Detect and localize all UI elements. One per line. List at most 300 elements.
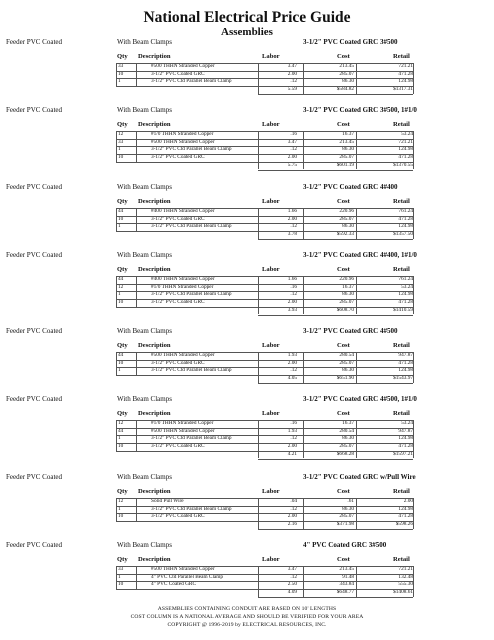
retail-cell: 124.98 [398, 367, 413, 374]
labor-cell: 1.66 [287, 276, 297, 282]
description-cell: 3-1/2" PVC Coated GRC [151, 443, 205, 450]
description-header: Description [138, 198, 171, 205]
cost-total: $601.19 [336, 161, 354, 168]
description-cell: #1/0 THHN Stranded Copper [151, 283, 214, 290]
assembly-name: 3-1/2" PVC Coated GRC 4#400 [303, 183, 398, 191]
row-divider [116, 513, 413, 514]
column-divider [413, 63, 414, 86]
retail-header: Retail [393, 342, 410, 349]
retail-total: $1317.31 [393, 86, 413, 93]
description-header: Description [138, 410, 171, 417]
column-divider [116, 208, 117, 231]
labor-cell: .12 [290, 78, 297, 85]
labor-total: 4.09 [287, 589, 297, 596]
row-divider [116, 498, 413, 499]
cost-header: Cost [337, 266, 350, 273]
labor-cell: .16 [290, 283, 297, 290]
column-divider [136, 276, 137, 307]
table-row [0, 506, 494, 514]
total-column-divider [413, 375, 414, 383]
line-items-table [0, 276, 494, 314]
total-column-divider [303, 521, 304, 529]
retail-cell: 124.98 [398, 146, 413, 153]
retail-header: Retail [393, 53, 410, 60]
description-cell: #500 THHN Stranded Copper [151, 63, 215, 69]
column-divider [136, 131, 137, 162]
labor-header: Labor [262, 342, 280, 349]
retail-cell: 53.24 [401, 420, 413, 426]
retail-total: $1370.55 [393, 161, 413, 168]
table-row [0, 435, 494, 443]
column-divider [258, 566, 259, 589]
cost-total: $584.82 [336, 86, 354, 93]
qty-cell: 33 [118, 63, 124, 69]
labor-cell: 3.47 [287, 138, 297, 145]
column-divider [136, 498, 137, 521]
total-column-divider [356, 231, 357, 239]
total-divider [258, 170, 413, 171]
retail-cell: 2.00 [403, 498, 413, 504]
total-column-divider [413, 231, 414, 239]
description-cell: #500 THHN Stranded Copper [151, 138, 215, 145]
row-divider [116, 589, 413, 590]
labor-cell: .12 [290, 291, 297, 298]
column-divider [258, 420, 259, 451]
description-cell: #500 THHN Stranded Copper [151, 352, 215, 358]
labor-cell: 2.00 [287, 215, 297, 222]
column-headers [0, 410, 494, 419]
description-cell: 3-1/2" PVC Coated GRC [151, 299, 205, 306]
total-column-divider [258, 521, 259, 529]
labor-cell: .12 [290, 146, 297, 153]
cost-cell: 220.96 [339, 276, 354, 282]
retail-cell: 947.87 [398, 427, 413, 434]
retail-total: $598.26 [395, 521, 413, 528]
qty-cell: 1 [118, 78, 121, 85]
table-row [0, 146, 494, 154]
total-column-divider [303, 86, 304, 94]
column-divider [413, 131, 414, 162]
assembly-type: Feeder PVC Coated [6, 38, 62, 46]
total-column-divider [356, 162, 357, 170]
qty-cell: 44 [118, 276, 124, 282]
labor-cell: .04 [290, 498, 297, 504]
line-items-table [0, 420, 494, 458]
qty-cell: 10 [118, 513, 124, 520]
row-divider [116, 146, 413, 147]
qty-header: Qty [117, 488, 128, 495]
row-divider [116, 162, 413, 163]
retail-header: Retail [393, 488, 410, 495]
labor-cell: 2.00 [287, 70, 297, 77]
column-divider [136, 352, 137, 375]
qty-cell: 12 [118, 131, 124, 137]
column-divider [413, 420, 414, 451]
assembly-subtype: With Beam Clamps [117, 473, 172, 481]
qty-header: Qty [117, 53, 128, 60]
labor-header: Labor [262, 410, 280, 417]
table-row [0, 360, 494, 368]
description-cell: #1/0 THHN Stranded Copper [151, 131, 214, 137]
table-row [0, 420, 494, 428]
footer-line: ASSEMBLIES CONTAINING CONDUIT ARE BASED ON 10' LENGTHS [157, 606, 337, 612]
labor-total: 3.78 [287, 231, 297, 238]
row-divider [116, 367, 413, 368]
cost-header: Cost [337, 342, 350, 349]
footer-line: COST COLUMN IS A NATIONAL AVERAGE AND SHOULD BE VERIFIED FOR YOUR AREA [130, 614, 364, 620]
column-divider [116, 63, 117, 86]
description-cell: 3-1/2" PVC Ctd Parallel Beam Clamp [151, 505, 232, 512]
description-cell: #500 THHN Stranded Copper [151, 566, 215, 572]
retail-cell: 124.98 [398, 78, 413, 85]
total-divider [258, 597, 413, 598]
retail-cell: 555.30 [398, 581, 413, 588]
section-header [0, 473, 494, 483]
assembly-name: 3-1/2" PVC Coated GRC 3#500 [303, 38, 398, 46]
retail-cell: 471.28 [398, 443, 413, 450]
cost-cell: 16.37 [342, 420, 354, 426]
table-row [0, 443, 494, 451]
total-column-divider [258, 162, 259, 170]
row-divider [116, 299, 413, 300]
row-divider [116, 435, 413, 436]
assembly-name: 3-1/2" PVC Coated GRC 4#500, 1#1/0 [303, 395, 417, 403]
column-divider [303, 498, 304, 521]
total-column-divider [356, 451, 357, 459]
description-header: Description [138, 488, 171, 495]
labor-cell: 1.93 [287, 427, 297, 434]
cost-cell: 285.07 [339, 513, 354, 520]
cost-header: Cost [337, 198, 350, 205]
labor-cell: .16 [290, 420, 297, 426]
column-divider [258, 208, 259, 231]
row-divider [116, 506, 413, 507]
column-divider [303, 566, 304, 589]
retail-cell: 124.98 [398, 435, 413, 442]
total-column-divider [413, 589, 414, 597]
column-divider [356, 131, 357, 162]
qty-cell: 10 [118, 299, 124, 306]
table-row [0, 131, 494, 139]
cost-total: $371.98 [336, 521, 354, 528]
column-divider [356, 420, 357, 451]
column-divider [413, 208, 414, 231]
total-column-divider [303, 307, 304, 315]
column-divider [116, 498, 117, 521]
labor-total: 5.59 [287, 86, 297, 93]
labor-total: 2.16 [287, 521, 297, 528]
labor-cell: 3.47 [287, 63, 297, 69]
retail-total: $1410.59 [393, 306, 413, 313]
qty-cell: 1 [118, 367, 121, 374]
cost-total: $651.90 [336, 375, 354, 382]
assembly-subtype: With Beam Clamps [117, 541, 172, 549]
table-row [0, 352, 494, 360]
assembly-type: Feeder PVC Coated [6, 473, 62, 481]
total-column-divider [356, 375, 357, 383]
labor-header: Labor [262, 266, 280, 273]
row-divider [116, 208, 413, 209]
column-headers [0, 53, 494, 62]
total-row [0, 375, 494, 383]
section-header [0, 251, 494, 261]
qty-cell: 12 [118, 283, 124, 290]
labor-cell: 1.66 [287, 208, 297, 214]
total-column-divider [258, 307, 259, 315]
row-divider [116, 420, 413, 421]
assembly-subtype: With Beam Clamps [117, 327, 172, 335]
total-row [0, 521, 494, 529]
row-divider [116, 360, 413, 361]
retail-cell: 761.24 [398, 208, 413, 214]
section-header [0, 106, 494, 116]
retail-cell: 471.28 [398, 70, 413, 77]
column-divider [356, 276, 357, 307]
cost-total: $668.28 [336, 450, 354, 457]
row-divider [116, 131, 413, 132]
column-divider [116, 352, 117, 375]
labor-header: Labor [262, 121, 280, 128]
cost-cell: 285.07 [339, 443, 354, 450]
column-divider [136, 208, 137, 231]
description-cell: 3-1/2" PVC Ctd Parallel Beam Clamp [151, 291, 232, 298]
qty-cell: 33 [118, 566, 124, 572]
qty-cell: 10 [118, 70, 124, 77]
assembly-subtype: With Beam Clamps [117, 395, 172, 403]
retail-cell: 471.28 [398, 513, 413, 520]
total-column-divider [356, 307, 357, 315]
cost-header: Cost [337, 121, 350, 128]
description-cell: Solid Pull Wire [151, 498, 184, 504]
total-column-divider [258, 451, 259, 459]
labor-cell: 2.00 [287, 513, 297, 520]
labor-cell: .12 [290, 367, 297, 374]
column-divider [356, 566, 357, 589]
retail-cell: 124.98 [398, 291, 413, 298]
table-row [0, 276, 494, 284]
section-header [0, 183, 494, 193]
row-divider [116, 443, 413, 444]
retail-header: Retail [393, 121, 410, 128]
retail-header: Retail [393, 556, 410, 563]
cost-cell: 86.30 [342, 505, 354, 512]
description-header: Description [138, 53, 171, 60]
table-row [0, 284, 494, 292]
row-divider [116, 566, 413, 567]
total-column-divider [413, 86, 414, 94]
cost-cell: 285.07 [339, 359, 354, 366]
total-column-divider [356, 86, 357, 94]
assembly-type: Feeder PVC Coated [6, 327, 62, 335]
retail-header: Retail [393, 266, 410, 273]
row-divider [116, 154, 413, 155]
section-header [0, 395, 494, 405]
qty-cell: 44 [118, 352, 124, 358]
page-subtitle: Assemblies [221, 26, 273, 38]
qty-header: Qty [117, 556, 128, 563]
row-divider [116, 63, 413, 64]
total-column-divider [303, 375, 304, 383]
description-cell: 3-1/2" PVC Coated GRC [151, 70, 205, 77]
total-divider [258, 459, 413, 460]
total-row [0, 589, 494, 597]
cost-cell: .61 [347, 498, 354, 504]
qty-cell: 44 [118, 208, 124, 214]
column-headers [0, 121, 494, 130]
row-divider [116, 581, 413, 582]
qty-cell: 1 [118, 146, 121, 153]
labor-cell: .12 [290, 435, 297, 442]
row-divider [116, 451, 413, 452]
qty-header: Qty [117, 266, 128, 273]
column-divider [258, 498, 259, 521]
qty-cell: 1 [118, 223, 121, 230]
row-divider [116, 521, 413, 522]
retail-cell: 471.28 [398, 299, 413, 306]
total-column-divider [356, 589, 357, 597]
cost-cell: 213.45 [339, 566, 354, 572]
qty-cell: 10 [118, 154, 124, 161]
row-divider [116, 574, 413, 575]
table-row [0, 428, 494, 436]
assembly-name: 3-1/2" PVC Coated GRC w/Pull Wire [303, 473, 416, 481]
column-divider [303, 208, 304, 231]
row-divider [116, 276, 413, 277]
cost-cell: 16.37 [342, 283, 354, 290]
page-title: National Electrical Price Guide [143, 9, 351, 26]
total-divider [258, 383, 413, 384]
description-cell: 3-1/2" PVC Coated GRC [151, 215, 205, 222]
column-divider [116, 566, 117, 589]
column-divider [413, 352, 414, 375]
column-headers [0, 266, 494, 275]
labor-cell: 2.00 [287, 443, 297, 450]
assembly-subtype: With Beam Clamps [117, 106, 172, 114]
cost-total: $608.70 [336, 306, 354, 313]
retail-header: Retail [393, 410, 410, 417]
cost-header: Cost [337, 488, 350, 495]
description-cell: 4" PVC Ctd Parallel Beam Clamp [151, 573, 224, 580]
qty-cell: 44 [118, 427, 124, 434]
column-divider [356, 352, 357, 375]
column-divider [303, 131, 304, 162]
retail-cell: 761.24 [398, 276, 413, 282]
description-cell: 3-1/2" PVC Ctd Parallel Beam Clamp [151, 435, 232, 442]
assembly-type: Feeder PVC Coated [6, 251, 62, 259]
cost-cell: 285.07 [339, 215, 354, 222]
column-headers [0, 198, 494, 207]
total-column-divider [303, 589, 304, 597]
qty-cell: 10 [118, 359, 124, 366]
description-cell: 3-1/2" PVC Coated GRC [151, 359, 205, 366]
labor-cell: 1.93 [287, 352, 297, 358]
total-column-divider [258, 589, 259, 597]
description-header: Description [138, 342, 171, 349]
column-divider [116, 420, 117, 451]
cost-cell: 86.30 [342, 291, 354, 298]
labor-header: Labor [262, 53, 280, 60]
section-header [0, 327, 494, 337]
assembly-subtype: With Beam Clamps [117, 251, 172, 259]
retail-cell: 947.87 [398, 352, 413, 358]
cost-cell: 280.54 [339, 427, 354, 434]
cost-cell: 285.07 [339, 299, 354, 306]
labor-cell: 2.50 [287, 581, 297, 588]
qty-header: Qty [117, 410, 128, 417]
total-divider [258, 529, 413, 530]
column-divider [136, 566, 137, 589]
cost-cell: 16.37 [342, 131, 354, 137]
table-row [0, 498, 494, 506]
row-divider [116, 86, 413, 87]
description-header: Description [138, 556, 171, 563]
table-row [0, 574, 494, 582]
retail-header: Retail [393, 198, 410, 205]
retail-total: $1543.97 [393, 375, 413, 382]
cost-cell: 91.48 [342, 573, 354, 580]
qty-cell: 1 [118, 435, 121, 442]
qty-cell: 10 [118, 443, 124, 450]
total-column-divider [413, 307, 414, 315]
column-headers [0, 488, 494, 497]
row-divider [116, 375, 413, 376]
labor-cell: .12 [290, 573, 297, 580]
labor-total: 3.93 [287, 306, 297, 313]
assembly-name: 4" PVC Coated GRC 3#500 [303, 541, 387, 549]
table-row [0, 139, 494, 147]
column-divider [413, 566, 414, 589]
total-row [0, 86, 494, 94]
table-row [0, 566, 494, 574]
total-row [0, 307, 494, 315]
column-headers [0, 342, 494, 351]
retail-cell: 132.48 [398, 573, 413, 580]
total-row [0, 162, 494, 170]
column-divider [356, 498, 357, 521]
column-divider [356, 208, 357, 231]
labor-header: Labor [262, 556, 280, 563]
line-items-table [0, 131, 494, 169]
total-column-divider [303, 451, 304, 459]
labor-total: 4.05 [287, 375, 297, 382]
description-cell: 3-1/2" PVC Ctd Parallel Beam Clamp [151, 78, 232, 85]
column-divider [303, 276, 304, 307]
description-cell: #1/0 THHN Stranded Copper [151, 420, 214, 426]
table-row [0, 63, 494, 71]
assembly-name: 3-1/2" PVC Coated GRC 4#500 [303, 327, 398, 335]
assembly-name: 3-1/2" PVC Coated GRC 3#500, 1#1/0 [303, 106, 417, 114]
column-divider [413, 276, 414, 307]
description-header: Description [138, 266, 171, 273]
row-divider [116, 284, 413, 285]
table-row [0, 513, 494, 521]
table-row [0, 71, 494, 79]
description-cell: 3-1/2" PVC Ctd Parallel Beam Clamp [151, 223, 232, 230]
retail-cell: 471.28 [398, 215, 413, 222]
assembly-subtype: With Beam Clamps [117, 38, 172, 46]
labor-cell: .12 [290, 505, 297, 512]
table-row [0, 78, 494, 86]
labor-header: Labor [262, 198, 280, 205]
row-divider [116, 428, 413, 429]
assembly-subtype: With Beam Clamps [117, 183, 172, 191]
labor-total: 4.21 [287, 450, 297, 457]
total-row [0, 451, 494, 459]
description-cell: #500 THHN Stranded Copper [151, 427, 215, 434]
cost-cell: 285.07 [339, 70, 354, 77]
row-divider [116, 223, 413, 224]
total-column-divider [356, 521, 357, 529]
